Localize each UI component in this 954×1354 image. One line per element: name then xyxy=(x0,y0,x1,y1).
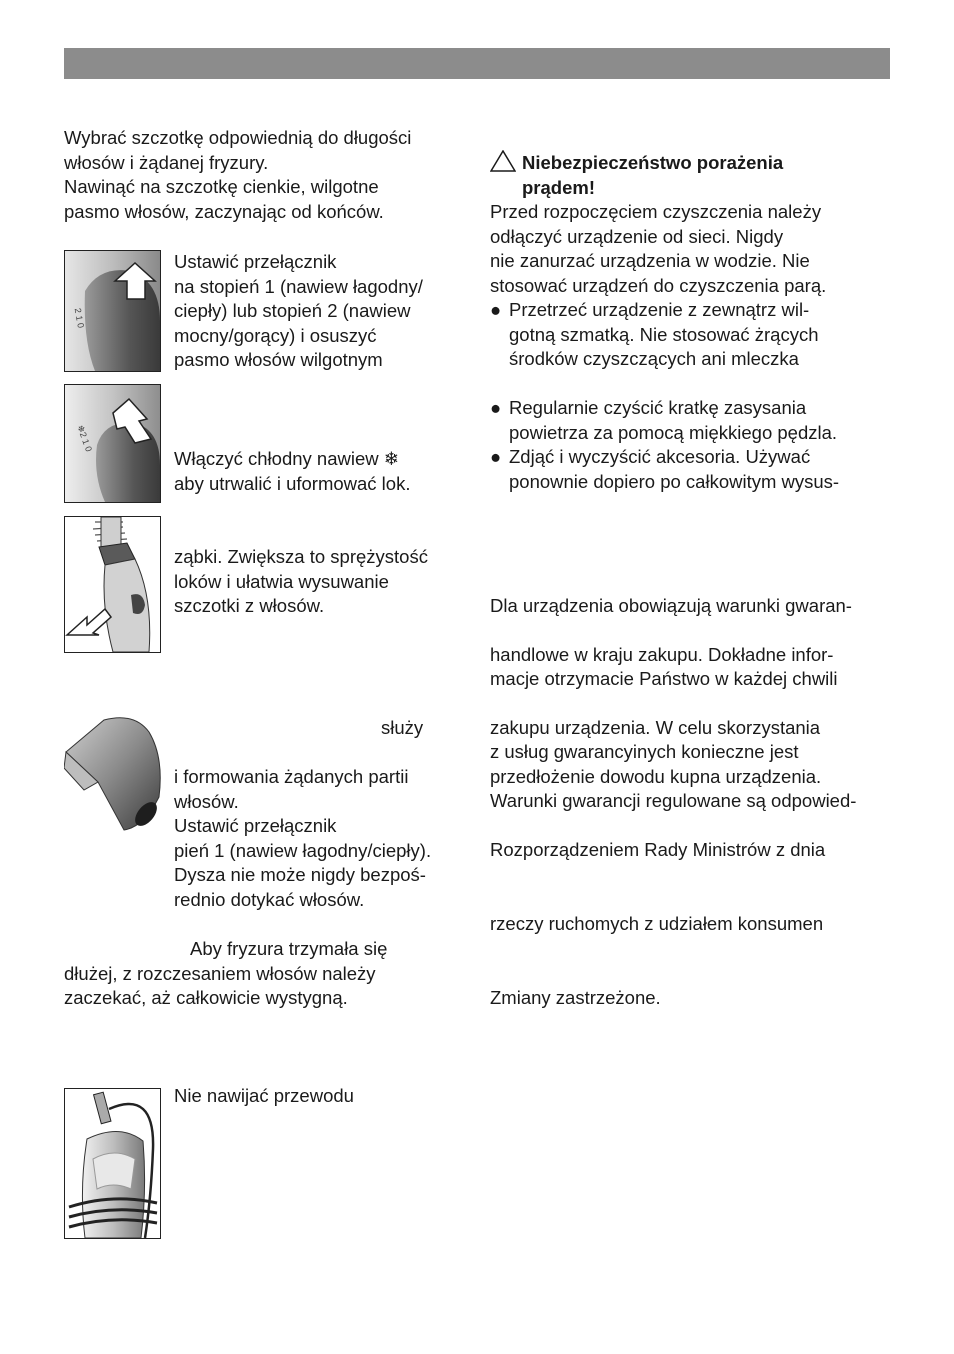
intro-text: Wybrać szczotkę odpowiednią do długości włosów i żądanej fryzury. Nawinąć na szczotkę cienkie, wilgotne pasmo włosów, zaczynając od końców. xyxy=(64,127,412,222)
warranty-line-9: rzeczy ruchomych z udziałem konsumen xyxy=(490,913,824,934)
brush-release-figure xyxy=(64,516,161,653)
switch-scale-label: 2 1 0 xyxy=(72,307,86,329)
switch-scale-label-cool: ❄2 1 0 xyxy=(75,423,94,453)
nozzle-text: i formowania żądanych partii włosów. Ustawić przełącznik pień 1 (nawiew łagodny/ciepły). Dysza nie może nigdy bezpoś- rednio dotykać włosów. xyxy=(174,766,432,910)
warranty-line-2: handlowe w kraju zakupu. Dokładne infor- xyxy=(490,644,834,665)
switch-figure-heat xyxy=(64,250,161,372)
cord-figure xyxy=(64,1088,161,1239)
bullet-dot: ● xyxy=(490,446,502,467)
bullet-dot: ● xyxy=(490,397,502,418)
step-heat-text: Ustawić przełącznik na stopień 1 (nawiew łagodny/ ciepły) lub stopień 2 (nawiew mocny/gorący) i osuszyć pasmo włosów wilgotnym xyxy=(174,251,423,370)
warranty-line-4: zakupu urządzenia. W celu skorzystania xyxy=(490,717,821,738)
warranty-line-1: Dla urządzenia obowiązują warunki gwaran- xyxy=(490,595,852,616)
bullet-dot: ● xyxy=(490,299,502,320)
warranty-line-3: macje otrzymacie Państwo w każdej chwili xyxy=(490,668,838,689)
nozzle-figure xyxy=(64,712,164,832)
warning-triangle-icon xyxy=(490,150,516,172)
section-header-bar xyxy=(64,48,890,79)
cool-down-text: Aby fryzura trzymała się dłużej, z rozczesaniem włosów należy zaczekać, aż całkowicie wystygną. xyxy=(64,938,388,1008)
step-teeth-text: ząbki. Zwiększa to sprężystość loków i ułatwia wysuwanie szczotki z włosów. xyxy=(174,546,428,616)
warranty-line-8: Rozporządzeniem Rady Ministrów z dnia xyxy=(490,839,826,860)
nozzle-heading: służy xyxy=(381,717,424,738)
warranty-line-7: Warunki gwarancji regulowane są odpowied- xyxy=(490,790,857,811)
warranty-line-6: przedłożenie dowodu kupna urządzenia. xyxy=(490,766,822,787)
switch-figure-cool xyxy=(64,384,161,503)
warning-title: Niebezpieczeństwo porażenia prądem! xyxy=(522,152,784,198)
step-cool-text: Włączyć chłodny nawiew ❄ aby utrwalić i uformować lok. xyxy=(174,448,411,494)
warranty-line-5: z usług gwarancyinych konieczne jest xyxy=(490,741,799,762)
changes-reserved: Zmiany zastrzeżone. xyxy=(490,987,661,1008)
warning-text: Przed rozpoczęciem czyszczenia należy odłączyć urządzenie od sieci. Nigdy nie zanurzać urządzenia w wodzie. Nie stosować urządzeń do czyszczenia parą. xyxy=(490,201,827,296)
cord-text: Nie nawijać przewodu xyxy=(174,1085,354,1106)
